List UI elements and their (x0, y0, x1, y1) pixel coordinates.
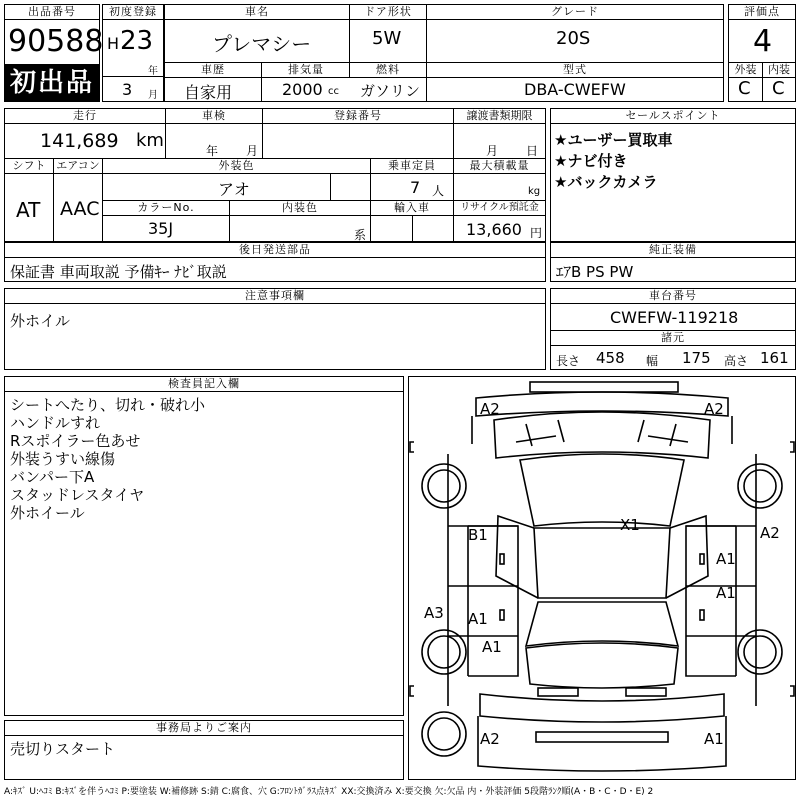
history-label: 車歴 (164, 62, 262, 78)
recycle-label: リサイクル預託金 (453, 200, 546, 216)
recycle: 13,660 (466, 220, 522, 239)
sales-points-label: セールスポイント (550, 108, 796, 124)
import-label: 輸入車 (370, 200, 454, 216)
inspector-item: Rスポイラー色あせ (10, 432, 141, 450)
mileage-label: 走行 (4, 108, 166, 124)
lot-label: 出品番号 (4, 4, 100, 20)
int-label: 内装 (762, 62, 796, 78)
damage-mark: X1 (620, 516, 640, 534)
damage-mark: A1 (704, 730, 724, 748)
first-reg-label: 初度登録 (102, 4, 164, 20)
width-label: 幅 (646, 354, 659, 368)
reg-month: 3 (122, 80, 133, 99)
inspector-label: 検査員記入欄 (4, 376, 404, 392)
ac: AAC (60, 198, 100, 220)
sales-points-list (554, 130, 794, 193)
grade: 20S (556, 28, 591, 49)
ext-label: 外装 (728, 62, 763, 78)
notes-label: 注意事項欄 (4, 288, 546, 304)
later-parts-label: 後日発送部品 (4, 242, 546, 258)
damage-mark: A1 (468, 610, 488, 628)
length: 458 (596, 349, 625, 367)
color: アオ (218, 180, 250, 199)
damage-mark: A2 (480, 400, 500, 418)
capacity-unit: 人 (432, 184, 445, 198)
inspection-label: 車検 (165, 108, 263, 124)
interior-color-label: 内装色 (229, 200, 371, 216)
width: 175 (682, 349, 711, 367)
model-label: 型式 (426, 62, 724, 78)
equipment-label: 純正装備 (550, 242, 796, 258)
capacity: 7 (410, 178, 421, 197)
color-no: 35J (148, 219, 174, 238)
inspector-list (10, 396, 400, 522)
displacement-label: 排気量 (261, 62, 351, 78)
lot-number: 90588 (8, 24, 104, 59)
name-label: 車名 (164, 4, 350, 20)
first-listing-badge: 初出品 (4, 64, 100, 102)
inspector-item: 外装うすい線傷 (10, 450, 116, 468)
dimensions-label: 諸元 (550, 330, 796, 346)
damage-mark: B1 (468, 526, 488, 544)
sales-point: ★ユーザー買取車 (554, 131, 673, 149)
insp-year-unit: 年 (206, 144, 219, 158)
damage-mark: A2 (480, 730, 500, 748)
transfer-month-unit: 月 (486, 144, 499, 158)
equipment: ｴｱB PS PW (556, 263, 634, 281)
era: H (107, 34, 120, 53)
ac-label: エアコン (53, 158, 103, 174)
damage-mark: A1 (482, 638, 502, 656)
color-no-label: カラーNo. (102, 200, 230, 216)
inspector-item: スタッドレスタイヤ (10, 486, 145, 504)
year-unit: 年 (148, 66, 158, 77)
inspector-item: ハンドルすれ (10, 414, 101, 432)
later-parts: 保証書 車両取説 予備ｷｰ ﾅﾋﾞ取説 (10, 263, 227, 281)
int-grade: C (772, 78, 785, 99)
car-outline-diagram (408, 376, 796, 780)
door-type: 5W (372, 28, 402, 49)
month-unit: 月 (148, 90, 158, 101)
ext-grade: C (738, 78, 751, 99)
chassis-label: 車台番号 (550, 288, 796, 304)
load-unit: kg (528, 186, 541, 197)
shift: AT (16, 198, 41, 222)
interior-color-unit: 系 (354, 228, 367, 242)
damage-mark: A2 (704, 400, 724, 418)
fuel: ガソリン (360, 82, 421, 100)
displacement: 2000 (282, 80, 323, 99)
office-note: 売切りスタート (10, 740, 116, 758)
load-label: 最大積載量 (453, 158, 546, 174)
damage-mark: A1 (716, 584, 736, 602)
height: 161 (760, 349, 789, 367)
damage-mark: A2 (760, 524, 780, 542)
fuel-label: 燃料 (349, 62, 427, 78)
reg-year: 23 (120, 26, 154, 56)
shift-label: シフト (4, 158, 54, 174)
displacement-unit: cc (328, 86, 339, 97)
damage-mark: A3 (424, 604, 444, 622)
damage-mark: A1 (716, 550, 736, 568)
height-label: 高さ (724, 354, 749, 368)
score-label: 評価点 (728, 4, 796, 20)
reg-number-label: 登録番号 (262, 108, 454, 124)
grade-label: グレード (426, 4, 724, 20)
office-label: 事務局よりご案内 (4, 720, 404, 736)
sales-point: ★バックカメラ (554, 173, 658, 191)
car-name: プレマシー (212, 32, 312, 56)
capacity-label: 乗車定員 (370, 158, 454, 174)
score: 4 (753, 24, 773, 59)
inspector-item: バンパー下A (10, 468, 95, 486)
model: DBA-CWEFW (524, 80, 626, 99)
mileage: 141,689 (40, 130, 119, 152)
length-label: 長さ (556, 354, 581, 368)
insp-month-unit: 月 (246, 144, 259, 158)
history: 自家用 (184, 83, 233, 102)
chassis-number: CWEFW-119218 (610, 308, 739, 327)
color-label: 外装色 (102, 158, 371, 174)
inspector-item: 外ホイール (10, 504, 85, 522)
notes: 外ホイル (10, 312, 71, 330)
sales-point: ★ナビ付き (554, 152, 628, 170)
mileage-unit: km (136, 130, 164, 151)
transfer-day-unit: 日 (526, 144, 539, 158)
door-label: ドア形状 (349, 4, 427, 20)
inspector-item: シートへたり、切れ・破れ小 (10, 396, 206, 414)
vehicle-info-box (4, 108, 546, 242)
transfer-label: 譲渡書類期限 (453, 108, 546, 124)
legend-footer: A:ｷｽﾞ U:ﾍｺﾐ B:ｷｽﾞを伴うﾍｺﾐ P:要塗装 W:補修跡 S:錆 C:腐食、穴 G:ﾌﾛﾝﾄｶﾞﾗｽ点ｷｽﾞ XX:交換済み X:要交換 欠:欠品 内・外装評価 5段階ﾗﾝｸ順(A・B・C・D・E) 2 (4, 787, 654, 797)
recycle-unit: 円 (530, 226, 543, 240)
